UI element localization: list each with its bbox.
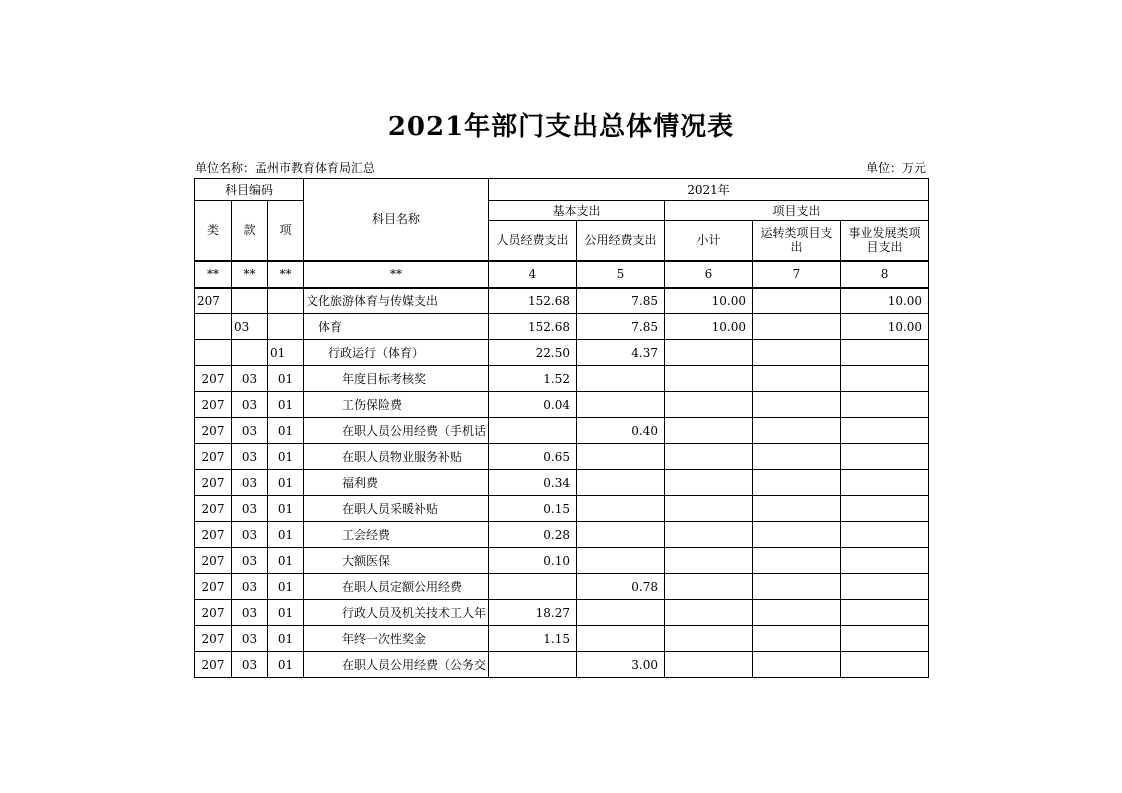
cell-personnel: 1.15 xyxy=(489,626,577,652)
cell-lei: 207 xyxy=(195,496,232,522)
cell-public xyxy=(577,626,665,652)
cell-lei: 207 xyxy=(195,366,232,392)
cell-xiang: 01 xyxy=(268,496,304,522)
header-subject-code: 科目编码 xyxy=(195,179,304,201)
cell-lei: 207 xyxy=(195,392,232,418)
cell-subtotal xyxy=(665,496,753,522)
cell-xiang: 01 xyxy=(268,626,304,652)
cell-public: 4.37 xyxy=(577,340,665,366)
cell-public: 3.00 xyxy=(577,652,665,678)
cell-subject-name: 在职人员物业服务补贴 xyxy=(304,444,489,470)
cell-operational xyxy=(753,574,841,600)
cell-xiang: 01 xyxy=(268,418,304,444)
cell-kuan: 03 xyxy=(232,366,268,392)
cell-lei xyxy=(195,314,232,340)
cell-lei: 207 xyxy=(195,600,232,626)
cell-public xyxy=(577,496,665,522)
cell-lei xyxy=(195,340,232,366)
cell-personnel xyxy=(489,574,577,600)
cell-public xyxy=(577,470,665,496)
header-year: 2021年 xyxy=(489,179,929,201)
cell-personnel: 152.68 xyxy=(489,288,577,314)
header-project-expenditure: 项目支出 xyxy=(665,201,929,221)
cell-operational xyxy=(753,288,841,314)
cell-subtotal: 10.00 xyxy=(665,314,753,340)
unit-label: 单位：万元 xyxy=(866,161,927,175)
cell-subtotal xyxy=(665,418,753,444)
cell-operational xyxy=(753,522,841,548)
cell-xiang: 01 xyxy=(268,470,304,496)
table-row xyxy=(195,470,929,496)
cell-public xyxy=(577,392,665,418)
cell-kuan: 03 xyxy=(232,522,268,548)
cell-kuan xyxy=(232,340,268,366)
cell-public: 7.85 xyxy=(577,288,665,314)
cell-lei: 207 xyxy=(195,522,232,548)
table-row xyxy=(195,548,929,574)
cell-operational xyxy=(753,470,841,496)
cell-operational xyxy=(753,418,841,444)
cell-public: 0.40 xyxy=(577,418,665,444)
table-row xyxy=(195,600,929,626)
cell-operational xyxy=(753,444,841,470)
cell-personnel xyxy=(489,418,577,444)
cell-subtotal xyxy=(665,600,753,626)
cell-subject-name: 文化旅游体育与传媒支出 xyxy=(304,288,489,314)
cell-subtotal: 10.00 xyxy=(665,288,753,314)
cell-development: 10.00 xyxy=(841,314,929,340)
cell-subject-name: 行政人员及机关技术工人年 xyxy=(304,600,489,626)
cell-xiang: 01 xyxy=(268,522,304,548)
cell-development xyxy=(841,600,929,626)
header-personnel: 人员经费支出 xyxy=(489,221,577,261)
cell-kuan: 03 xyxy=(232,652,268,678)
cell-subject-name: 在职人员定额公用经费 xyxy=(304,574,489,600)
table-row xyxy=(195,418,929,444)
cell-lei: 207 xyxy=(195,548,232,574)
unit-name: 单位名称：孟州市教育体育局汇总 xyxy=(195,161,376,175)
cell-operational xyxy=(753,548,841,574)
header-subject-name: 科目名称 xyxy=(304,179,489,261)
cell-development xyxy=(841,418,929,444)
cell-lei: 207 xyxy=(195,574,232,600)
cell-kuan: 03 xyxy=(232,626,268,652)
table-row xyxy=(195,626,929,652)
cell-personnel: 22.50 xyxy=(489,340,577,366)
cell-personnel: 1.52 xyxy=(489,366,577,392)
cell-xiang: 01 xyxy=(268,548,304,574)
cell-kuan: 03 xyxy=(232,496,268,522)
table-row xyxy=(195,522,929,548)
cell-lei: 207 xyxy=(195,626,232,652)
table-row xyxy=(195,652,929,678)
cell-development xyxy=(841,574,929,600)
header-xiang: 项 xyxy=(268,201,304,261)
cell-development xyxy=(841,340,929,366)
header-subtotal: 小计 xyxy=(665,221,753,261)
page-title: 2021年部门支出总体情况表 xyxy=(387,112,735,142)
cell-personnel: 0.15 xyxy=(489,496,577,522)
cell-personnel: 0.65 xyxy=(489,444,577,470)
cell-development xyxy=(841,444,929,470)
table-row xyxy=(195,314,929,340)
index-cell: ** xyxy=(304,261,489,288)
cell-lei: 207 xyxy=(195,288,232,314)
index-cell: ** xyxy=(232,261,268,288)
cell-kuan: 03 xyxy=(232,444,268,470)
cell-kuan: 03 xyxy=(232,548,268,574)
table-row xyxy=(195,574,929,600)
cell-operational xyxy=(753,626,841,652)
header-kuan: 款 xyxy=(232,201,268,261)
cell-personnel: 152.68 xyxy=(489,314,577,340)
cell-subject-name: 体育 xyxy=(304,314,489,340)
cell-subtotal xyxy=(665,444,753,470)
cell-operational xyxy=(753,496,841,522)
cell-xiang: 01 xyxy=(268,392,304,418)
cell-kuan: 03 xyxy=(232,574,268,600)
cell-operational xyxy=(753,340,841,366)
cell-lei: 207 xyxy=(195,652,232,678)
cell-development: 10.00 xyxy=(841,288,929,314)
cell-xiang: 01 xyxy=(268,652,304,678)
cell-subtotal xyxy=(665,522,753,548)
cell-operational xyxy=(753,600,841,626)
cell-personnel: 18.27 xyxy=(489,600,577,626)
cell-operational xyxy=(753,314,841,340)
header-operational: 运转类项目支出 xyxy=(753,221,841,261)
index-cell: 5 xyxy=(577,261,665,288)
cell-subtotal xyxy=(665,470,753,496)
cell-development xyxy=(841,366,929,392)
cell-public: 7.85 xyxy=(577,314,665,340)
index-cell: 6 xyxy=(665,261,753,288)
cell-xiang: 01 xyxy=(268,600,304,626)
table-row xyxy=(195,392,929,418)
cell-subtotal xyxy=(665,626,753,652)
cell-subject-name: 工伤保险费 xyxy=(304,392,489,418)
cell-kuan: 03 xyxy=(232,418,268,444)
index-cell: ** xyxy=(268,261,304,288)
cell-kuan: 03 xyxy=(232,470,268,496)
cell-subject-name: 在职人员公用经费（公务交 xyxy=(304,652,489,678)
cell-lei: 207 xyxy=(195,444,232,470)
cell-subtotal xyxy=(665,392,753,418)
cell-subtotal xyxy=(665,548,753,574)
cell-development xyxy=(841,652,929,678)
cell-subject-name: 福利费 xyxy=(304,470,489,496)
table-row xyxy=(195,496,929,522)
header-basic-expenditure: 基本支出 xyxy=(489,201,665,221)
cell-operational xyxy=(753,366,841,392)
cell-development xyxy=(841,522,929,548)
table-row xyxy=(195,444,929,470)
cell-subtotal xyxy=(665,366,753,392)
table-row xyxy=(195,340,929,366)
cell-xiang: 01 xyxy=(268,340,304,366)
header-lei: 类 xyxy=(195,201,232,261)
cell-subtotal xyxy=(665,652,753,678)
cell-development xyxy=(841,548,929,574)
cell-subject-name: 年度目标考核奖 xyxy=(304,366,489,392)
cell-personnel: 0.04 xyxy=(489,392,577,418)
cell-public xyxy=(577,522,665,548)
cell-public xyxy=(577,600,665,626)
cell-xiang: 01 xyxy=(268,444,304,470)
cell-xiang: 01 xyxy=(268,366,304,392)
header-development: 事业发展类项目支出 xyxy=(841,221,929,261)
cell-xiang xyxy=(268,288,304,314)
index-row xyxy=(195,261,929,288)
cell-lei: 207 xyxy=(195,470,232,496)
cell-lei: 207 xyxy=(195,418,232,444)
cell-subject-name: 大额医保 xyxy=(304,548,489,574)
table-row xyxy=(195,288,929,314)
index-cell: 8 xyxy=(841,261,929,288)
cell-kuan: 03 xyxy=(232,392,268,418)
cell-development xyxy=(841,392,929,418)
header-public: 公用经费支出 xyxy=(577,221,665,261)
cell-personnel: 0.10 xyxy=(489,548,577,574)
cell-public xyxy=(577,548,665,574)
cell-kuan: 03 xyxy=(232,314,268,340)
index-cell: ** xyxy=(195,261,232,288)
table-row xyxy=(195,366,929,392)
cell-operational xyxy=(753,652,841,678)
cell-subject-name: 在职人员采暖补贴 xyxy=(304,496,489,522)
cell-xiang xyxy=(268,314,304,340)
cell-subject-name: 年终一次性奖金 xyxy=(304,626,489,652)
index-cell: 4 xyxy=(489,261,577,288)
cell-personnel: 0.28 xyxy=(489,522,577,548)
cell-subject-name: 工会经费 xyxy=(304,522,489,548)
cell-subtotal xyxy=(665,574,753,600)
cell-development xyxy=(841,626,929,652)
cell-operational xyxy=(753,392,841,418)
cell-development xyxy=(841,496,929,522)
cell-xiang: 01 xyxy=(268,574,304,600)
cell-subject-name: 在职人员公用经费（手机话 xyxy=(304,418,489,444)
cell-subtotal xyxy=(665,340,753,366)
cell-personnel: 0.34 xyxy=(489,470,577,496)
cell-personnel xyxy=(489,652,577,678)
cell-public xyxy=(577,444,665,470)
cell-kuan: 03 xyxy=(232,600,268,626)
expenditure-table xyxy=(194,178,929,678)
cell-kuan xyxy=(232,288,268,314)
cell-public: 0.78 xyxy=(577,574,665,600)
cell-public xyxy=(577,366,665,392)
cell-development xyxy=(841,470,929,496)
cell-subject-name: 行政运行（体育） xyxy=(304,340,489,366)
index-cell: 7 xyxy=(753,261,841,288)
